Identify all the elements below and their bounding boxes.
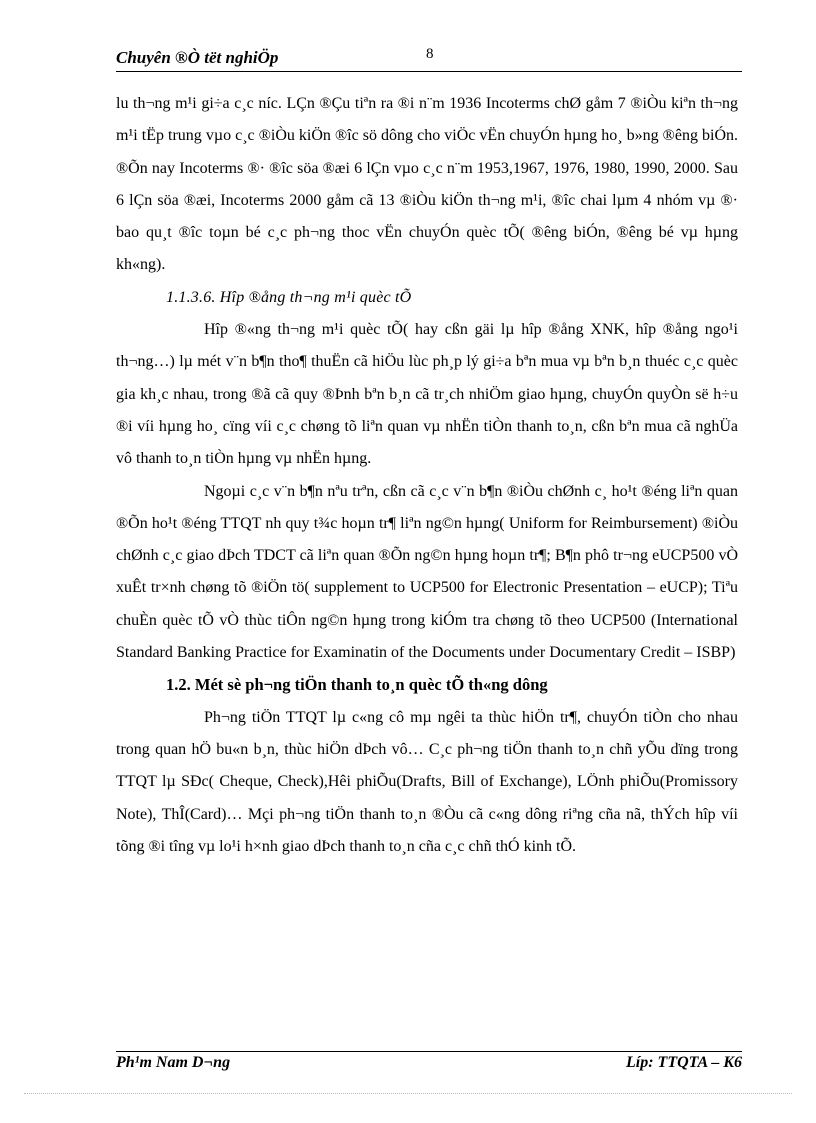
document-body bbox=[116, 88, 738, 863]
section-heading-payment-means: 1.2. Mét sè ph¬ng tiÖn thanh to¸n quèc tÕ th«ng dông bbox=[166, 675, 548, 695]
footer-author: Ph¹m Nam D¬ng bbox=[116, 1054, 231, 1071]
header-rule bbox=[116, 71, 742, 72]
subheading-contract: 1.1.3.6. Hîp ®ång th¬ng m¹i quèc tÕ bbox=[166, 288, 412, 306]
page-number: 8 bbox=[426, 46, 434, 62]
header-title: Chuyên ®Ò tët nghiÖp bbox=[116, 48, 279, 67]
page-edge-dotted-line bbox=[24, 1093, 792, 1094]
paragraph-regulations: Ngoµi c¸c v¨n b¶n nªu trªn, cßn cã c¸c v¨n b¶n ®iÒu chØnh c¸ ho¹t ®éng liªn quan ®Õn ho¹t ®éng TTQT nh quy t¾c hoµn tr¶ liªn ng©n hµng( Uniform for Reimbursement) ®iÒu chØnh c¸c giao dÞch TDCT cã liªn quan ®Õn ng©n hµng hoµn tr¶; B¶n phô tr¬ng eUCP500 vÒ xuÊt tr×nh chøng tõ ®iÖn tö( supplement to UCP500 for Electronic Presentation – eUCP); Tiªu chuÈn quèc tÕ vÒ thùc tiÔn ng©n hµng trong kiÓm tra chøng tõ theo UCP500 (International Standard Banking Practice for Examinatin of the Documents under Documentary Credit – ISBP) bbox=[116, 482, 738, 662]
paragraph-payment-means: Ph¬ng tiÖn TTQT lµ c«ng cô mµ ngêi ta thùc hiÖn tr¶, chuyÓn tiÒn cho nhau trong quan hÖ bu«n b¸n, thùc hiÖn dÞch vô… C¸c ph¬ng tiÖn thanh to¸n chñ yÕu dïng trong TTQT lµ SÐc( Cheque, Check),Hêi phiÕu(Drafts, Bill of Exchange), LÖnh phiÕu(Promissory Note), ThÎ(Card)… Mçi ph¬ng tiÖn thanh to¸n ®Òu cã c«ng dông riªng cña nã, thÝch hîp víi tõng ®i tîng vµ lo¹i h×nh giao dÞch thanh to¸n cña c¸c chñ thÓ kinh tÕ. bbox=[116, 708, 738, 855]
page-header bbox=[116, 48, 742, 70]
footer-class: Líp: TTQTA – K6 bbox=[626, 1054, 742, 1071]
paragraph-contract: Hîp ®«ng th¬ng m¹i quèc tÕ( hay cßn gäi lµ hîp ®ång XNK, hîp ®ång ngo¹i th¬ng…) lµ mét v¨n b¶n tho¶ thuËn cã hiÖu lùc ph¸p lý gi÷a bªn mua vµ bªn b¸n thuéc c¸c quèc gia kh¸c nhau, trong ®ã cã quy ®Þnh bªn b¸n cã tr¸ch nhiÖm giao hµng, chuyÓn quyÒn së h÷u ®i víi hµng ho¸ cïng víi c¸c chøng tõ liªn quan vµ nhËn tiÒn thanh to¸n, cßn bªn mua cã nghÜa vô thanh to¸n tiÒn hµng vµ nhËn hµng. bbox=[116, 321, 738, 468]
paragraph-incoterms: lu th¬ng m¹i gi÷a c¸c níc. LÇn ®Çu tiªn ra ®i n¨m 1936 Incoterms chØ gåm 7 ®iÒu kiªn th¬ng m¹i tËp trung vµo c¸c ®iÒu kiÖn ®îc sö dông cho viÖc vËn chuyÓn hµng ho¸ b»ng ®êng biÓn. ®Õn nay Incoterms ®· ®îc söa ®æi 6 lÇn vµo c¸c n¨m 1953,1967, 1976, 1980, 1990, 2000. Sau 6 lÇn söa ®æi, Incoterms 2000 gåm cã 13 ®iÒu kiÖn th¬ng m¹i, ®îc chai lµm 4 nhóm vµ ®· bao qu¸t ®îc toµn bé c¸c ph¬ng thoc vËn chuyÓn quèc tÕ( ®êng biÓn, ®êng bé vµ hµng kh«ng). bbox=[116, 95, 738, 274]
page-footer bbox=[116, 1054, 742, 1078]
footer-rule bbox=[116, 1051, 742, 1052]
